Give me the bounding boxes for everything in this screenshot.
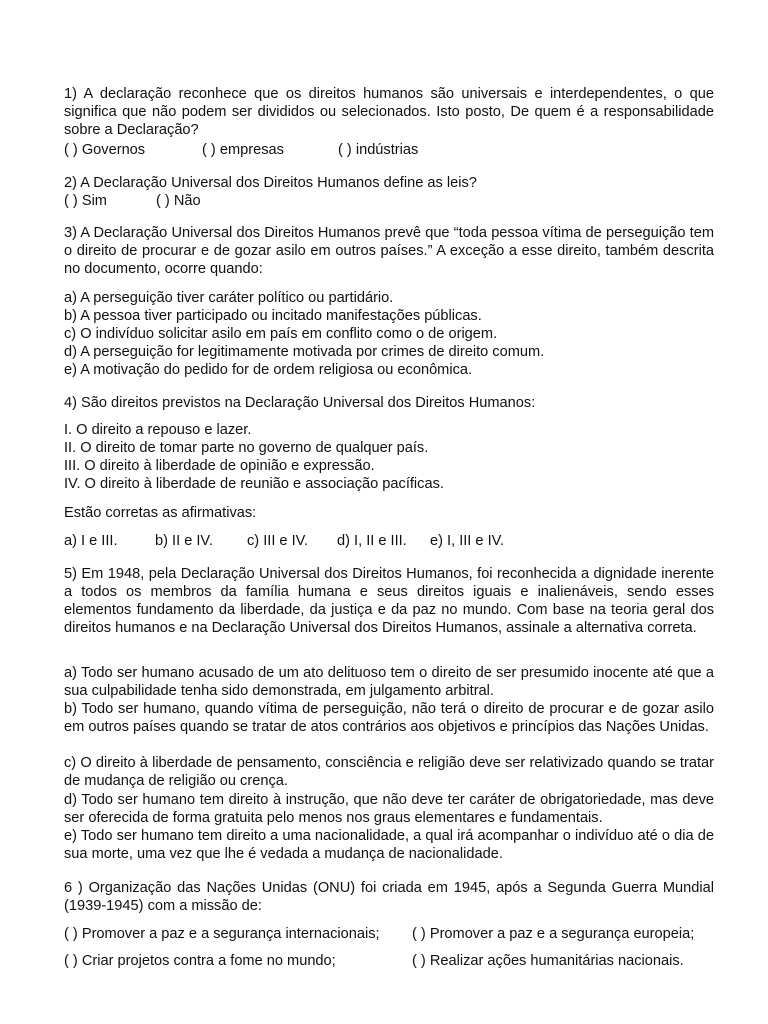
alternative-c[interactable]: c) O indivíduo solicitar asilo em país em conflito como o de origem. bbox=[64, 326, 498, 342]
answer-a[interactable]: a) I e III. bbox=[64, 533, 118, 549]
option-governos[interactable]: ( ) Governos bbox=[64, 142, 146, 158]
q5-alternative-a[interactable]: a) Todo ser humano acusado de um ato delituoso tem o direito de ser presumido inocente até que a sua culpabilidade tenha sido demonstrada, em julgamento arbitral. bbox=[64, 665, 714, 699]
option-empresas[interactable]: ( ) empresas bbox=[202, 142, 284, 158]
answer-d[interactable]: d) I, II e III. bbox=[337, 533, 407, 549]
alternative-e[interactable]: e) A motivação do pedido for de ordem religiosa ou econômica. bbox=[64, 362, 473, 378]
question-6-text: 6 ) Organização das Nações Unidas (ONU) foi criada em 1945, após a Segunda Guerra Mundial (1939-1945) com a missão de: bbox=[64, 880, 714, 914]
statement-ii: II. O direito de tomar parte no governo de qualquer país. bbox=[64, 440, 429, 456]
question-1-text: 1) A declaração reconhece que os direitos humanos são universais e interdependentes, o que significa que não podem ser divididos ou selecionados. Isto posto, De quem é a responsabilidade sobre a Declaração? bbox=[64, 86, 714, 138]
q5-alternative-c[interactable]: c) O direito à liberdade de pensamento, consciência e religião deve ser relativizado quando se tratar de mudança de religião ou crença. bbox=[64, 755, 714, 789]
statement-iii: III. O direito à liberdade de opinião e expressão. bbox=[64, 458, 375, 474]
alternative-d[interactable]: d) A perseguição for legitimamente motivada por crimes de direito comum. bbox=[64, 344, 545, 360]
option-acoes-humanitarias[interactable]: ( ) Realizar ações humanitárias nacionais. bbox=[412, 953, 684, 969]
statement-i: I. O direito a repouso e lazer. bbox=[64, 422, 252, 438]
q5-alternative-d[interactable]: d) Todo ser humano tem direito à instrução, que não deve ter caráter de obrigatoriedade, mas deve ser oferecida de forma gratuita pelo menos nos graus elementares e fundamentais. bbox=[64, 792, 714, 826]
option-nao[interactable]: ( ) Não bbox=[156, 193, 201, 209]
question-4-prompt: Estão corretas as afirmativas: bbox=[64, 505, 257, 521]
option-paz-europeia[interactable]: ( ) Promover a paz e a segurança europeia; bbox=[412, 926, 695, 942]
question-3-text: 3) A Declaração Universal dos Direitos Humanos prevê que “toda pessoa vítima de perseguição tem o direito de procurar e de gozar asilo em outros países.” A exceção a esse direito, também descrita no documento, ocorre quando: bbox=[64, 225, 714, 277]
q5-alternative-b[interactable]: b) Todo ser humano, quando vítima de perseguição, não terá o direito de procurar e de gozar asilo em outros países quando se tratar de atos contrários aos objetivos e princípios das Nações Unidas. bbox=[64, 701, 714, 735]
option-paz-internacional[interactable]: ( ) Promover a paz e a segurança internacionais; bbox=[64, 926, 380, 942]
question-4-items bbox=[64, 421, 714, 493]
q5-alternative-e[interactable]: e) Todo ser humano tem direito a uma nacionalidade, a qual irá acompanhar o indivíduo até o dia de sua morte, uma vez que lhe é vedada a mudança de nacionalidade. bbox=[64, 828, 714, 862]
question-3-alternatives bbox=[64, 289, 714, 379]
alternative-a[interactable]: a) A perseguição tiver caráter político ou partidário. bbox=[64, 290, 394, 306]
answer-b[interactable]: b) II e IV. bbox=[155, 533, 213, 549]
option-industrias[interactable]: ( ) indústrias bbox=[338, 142, 419, 158]
option-sim[interactable]: ( ) Sim bbox=[64, 193, 107, 209]
question-2-text: 2) A Declaração Universal dos Direitos Humanos define as leis? bbox=[64, 175, 477, 191]
question-4-text: 4) São direitos previstos na Declaração Universal dos Direitos Humanos: bbox=[64, 395, 536, 411]
statement-iv: IV. O direito à liberdade de reunião e associação pacíficas. bbox=[64, 476, 444, 492]
question-5-text: 5) Em 1948, pela Declaração Universal dos Direitos Humanos, foi reconhecida a dignidade inerente a todos os membros da família humana e seus direitos iguais e inalienáveis, sendo esses elementos fundamento da liberdade, da justiça e da paz no mundo. Com base na teoria geral dos direitos humanos e na Declaração Universal dos Direitos Humanos, assinale a alternativa correta. bbox=[64, 566, 714, 636]
alternative-b[interactable]: b) A pessoa tiver participado ou incitado manifestações públicas. bbox=[64, 308, 482, 324]
answer-e[interactable]: e) I, III e IV. bbox=[430, 533, 505, 549]
answer-c[interactable]: c) III e IV. bbox=[247, 533, 309, 549]
option-fome-mundo[interactable]: ( ) Criar projetos contra a fome no mundo; bbox=[64, 953, 336, 969]
